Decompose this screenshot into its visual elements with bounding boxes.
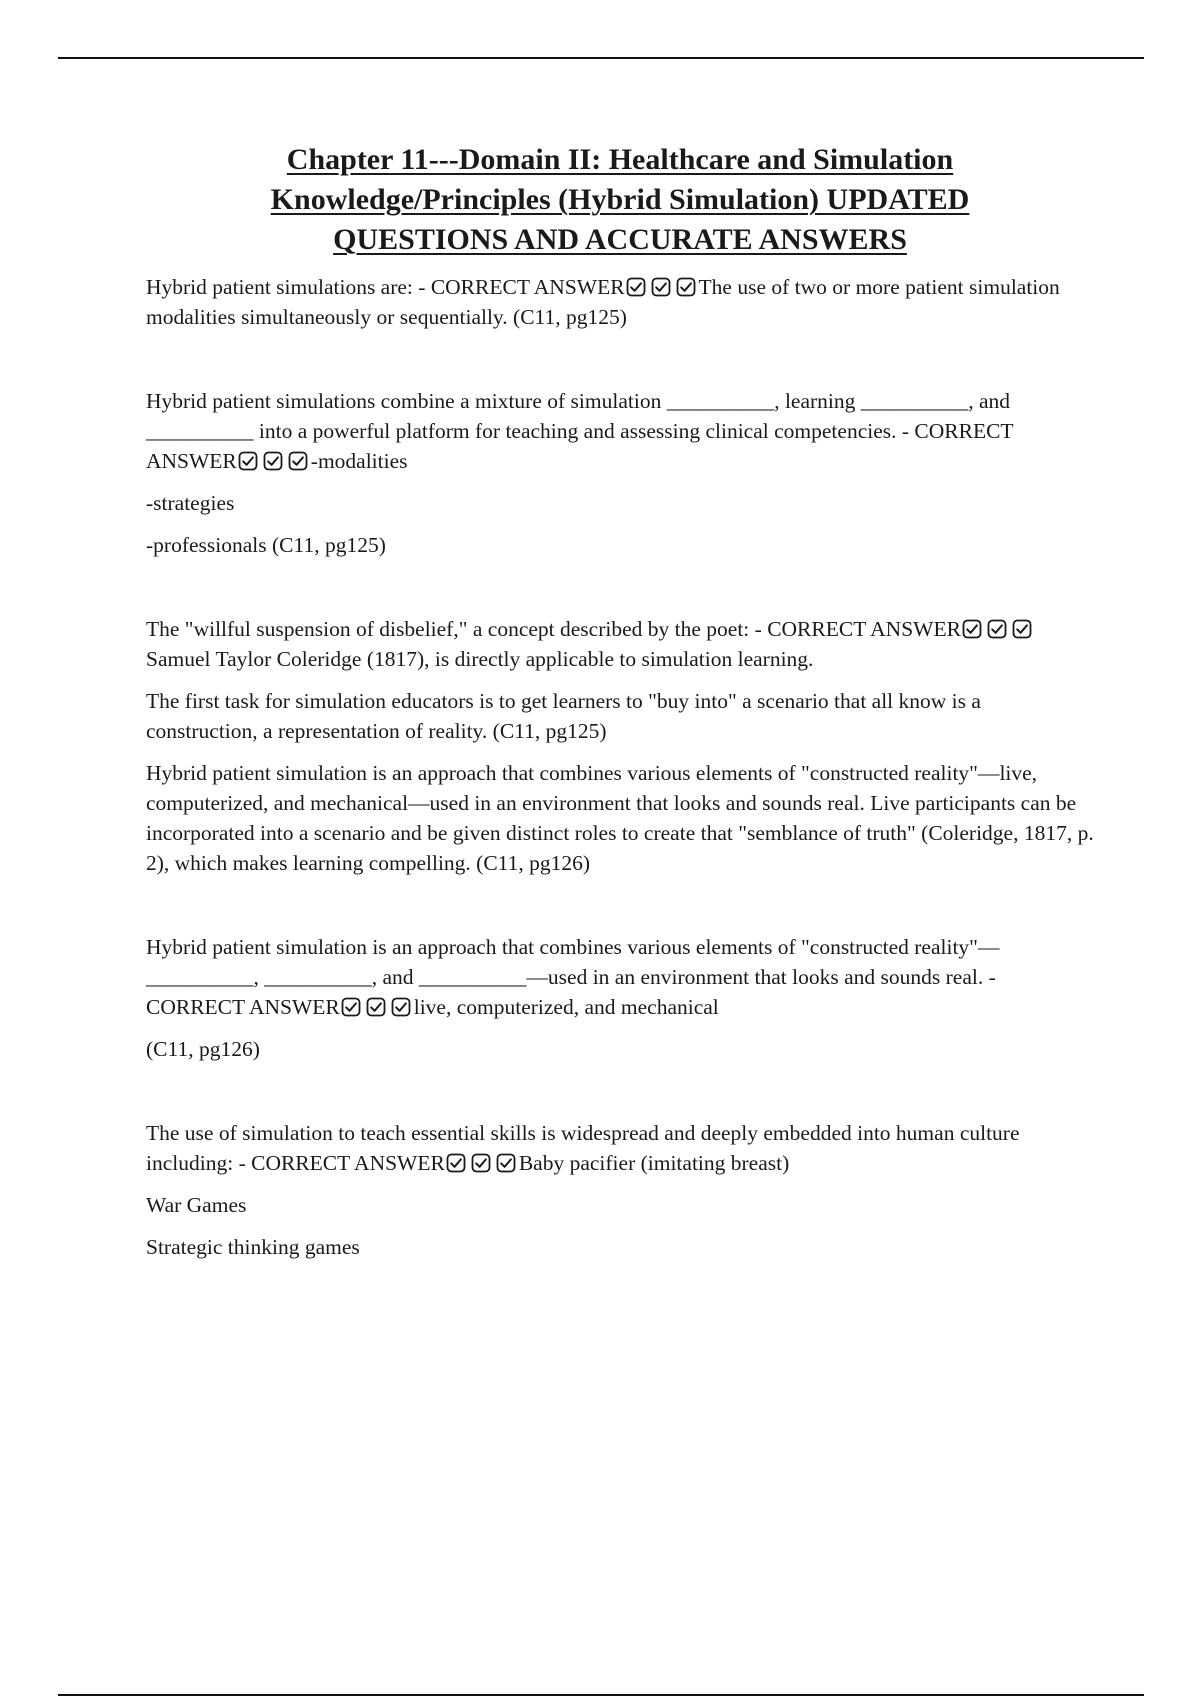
document-page [146,140,1094,1274]
header-rule [58,57,1144,59]
answer-text: The use of two or more patient simulation modalities simultaneously or sequentially. (C11, pg125) [146,275,1060,329]
qa-item [146,272,1094,332]
correct-answer-marker: - CORRECT ANSWER [754,617,961,641]
check-marks [341,995,411,1015]
answer-text: Samuel Taylor Coleridge (1817), is directly applicable to simulation learning. [146,647,814,671]
qa-item [146,614,1094,878]
check-box-icon [446,1151,466,1171]
answer-line: -strategies [146,491,235,515]
check-marks [238,449,308,469]
check-box-icon [676,275,696,295]
qa-item [146,932,1094,1064]
check-box-icon [651,275,671,295]
check-box-icon [263,449,283,469]
answer-text: live, computerized, and mechanical [413,995,719,1019]
question-text: The "willful suspension of disbelief," a concept described by the poet: [146,617,750,641]
check-box-icon [341,995,361,1015]
check-box-icon [962,617,982,637]
qa-item [146,386,1094,560]
correct-answer-marker: - CORRECT ANSWER [146,419,1014,473]
qa-question-line [146,1118,1094,1178]
answer-line: War Games [146,1193,247,1217]
check-box-icon [1012,617,1032,637]
correct-answer-marker: - CORRECT ANSWER [238,1151,445,1175]
check-box-icon [471,1151,491,1171]
check-box-icon [238,449,258,469]
answer-line: Strategic thinking games [146,1235,360,1259]
footer-rule [58,1694,1144,1696]
title-line: Knowledge/Principles (Hybrid Simulation) UPDATED [270,183,970,216]
answer-text: Baby pacifier (imitating breast) [518,1151,790,1175]
document-title [146,140,1094,260]
check-box-icon [987,617,1007,637]
question-text: The use of simulation to teach essential skills is widespread and deeply embedded into human culture including: [146,1121,1020,1175]
title-line: Chapter 11---Domain II: Healthcare and Simulation [286,143,954,176]
question-text: Hybrid patient simulation is an approach that combines various elements of "constructed reality"—__________, __________, and __________—used in an environment that looks and sounds real. [146,935,1000,989]
check-box-icon [391,995,411,1015]
answer-line: Hybrid patient simulation is an approach that combines various elements of "constructed reality"—live, computerized, and mechanical—used in an environment that looks and sounds real. Live participants can be incorporated into a scenario and be given distinct roles to create that "semblance of truth" (Coleridge, 1817, p. 2), which makes learning compelling. (C11, pg126) [146,761,1094,875]
answer-line: (C11, pg126) [146,1037,260,1061]
answer-line: The first task for simulation educators is to get learners to "buy into" a scenario that all know is a construction, a representation of reality. (C11, pg125) [146,689,981,743]
check-box-icon [288,449,308,469]
qa-question-line [146,386,1094,476]
correct-answer-marker: - CORRECT ANSWER [418,275,625,299]
qa-question-line [146,932,1094,1022]
check-box-icon [496,1151,516,1171]
qa-question-line [146,614,1094,674]
check-marks [446,1151,516,1171]
check-box-icon [626,275,646,295]
check-marks [962,617,1032,637]
qa-item [146,1118,1094,1262]
qa-list [146,272,1094,1262]
question-text: Hybrid patient simulations are: [146,275,413,299]
answer-text: -modalities [310,449,408,473]
question-text: Hybrid patient simulations combine a mixture of simulation __________, learning __________, and __________ into a powerful platform for teaching and assessing clinical competencies. [146,389,1011,443]
check-marks [626,275,696,295]
check-box-icon [366,995,386,1015]
answer-line: -professionals (C11, pg125) [146,533,386,557]
title-line: QUESTIONS AND ACCURATE ANSWERS [333,223,907,256]
qa-question-line [146,272,1094,332]
correct-answer-marker: - CORRECT ANSWER [146,965,996,1019]
